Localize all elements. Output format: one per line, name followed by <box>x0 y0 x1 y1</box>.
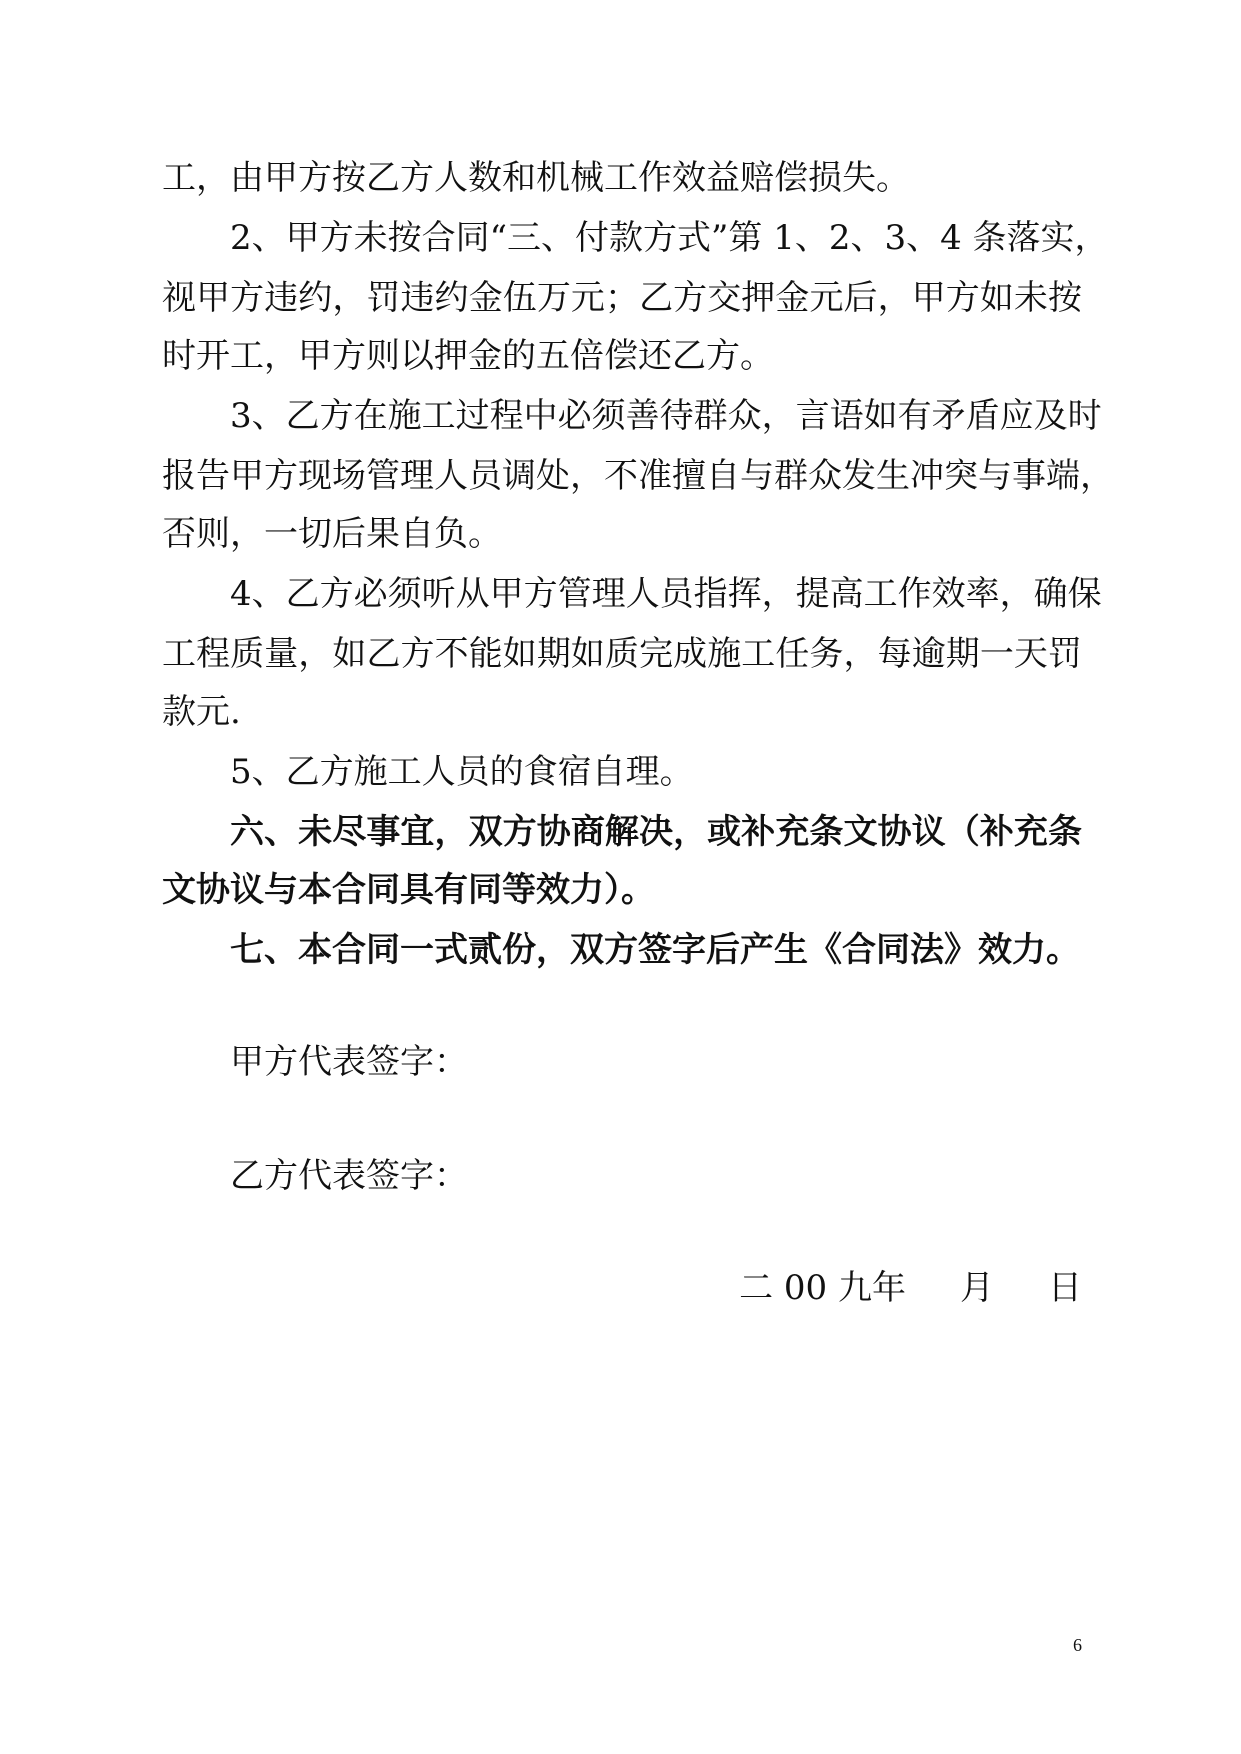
clause-6-line-2: 文协议与本合同具有同等效力）。 <box>162 870 655 910</box>
clause-5-1-continuation: 工，由甲方按乙方人数和机械工作效益赔偿损失。 <box>162 158 910 198</box>
clause-5-2-line-1: 2、甲方未按合同“三、付款方式”第 1、2、3、4 条落实， <box>230 218 1109 258</box>
clause-5-3-line-2: 报告甲方现场管理人员调处，不准擅自与群众发生冲突与事端， <box>162 456 1114 496</box>
date-day: 日 <box>1048 1268 1082 1308</box>
signing-date <box>700 1268 1082 1308</box>
clause-5-3-line-1: 3、乙方在施工过程中必须善待群众，言语如有矛盾应及时 <box>230 396 1102 436</box>
signature-party-b: 乙方代表签字： <box>230 1156 468 1196</box>
date-month: 月 <box>960 1268 994 1308</box>
date-year: 二 00 九年 <box>739 1268 906 1308</box>
clause-5-4-line-3: 款元. <box>162 692 241 732</box>
signature-party-a: 甲方代表签字： <box>230 1042 468 1082</box>
clause-5-3-line-3: 否则，一切后果自负。 <box>162 514 502 554</box>
clause-5-4-line-2: 工程质量，如乙方不能如期如质完成施工任务，每逾期一天罚 <box>162 634 1082 674</box>
clause-7: 七、本合同一式贰份，双方签字后产生《合同法》效力。 <box>230 930 1080 970</box>
clause-5-2-line-3: 时开工，甲方则以押金的五倍偿还乙方。 <box>162 336 774 376</box>
page-number: 6 <box>1073 1635 1082 1655</box>
clause-5-2-line-2: 视甲方违约，罚违约金伍万元；乙方交押金元后，甲方如未按 <box>162 278 1082 318</box>
clause-5-5: 5、乙方施工人员的食宿自理。 <box>230 752 694 792</box>
clause-6-line-1: 六、未尽事宜，双方协商解决，或补充条文协议（补充条 <box>230 812 1082 852</box>
clause-5-4-line-1: 4、乙方必须听从甲方管理人员指挥，提高工作效率，确保 <box>230 574 1102 614</box>
